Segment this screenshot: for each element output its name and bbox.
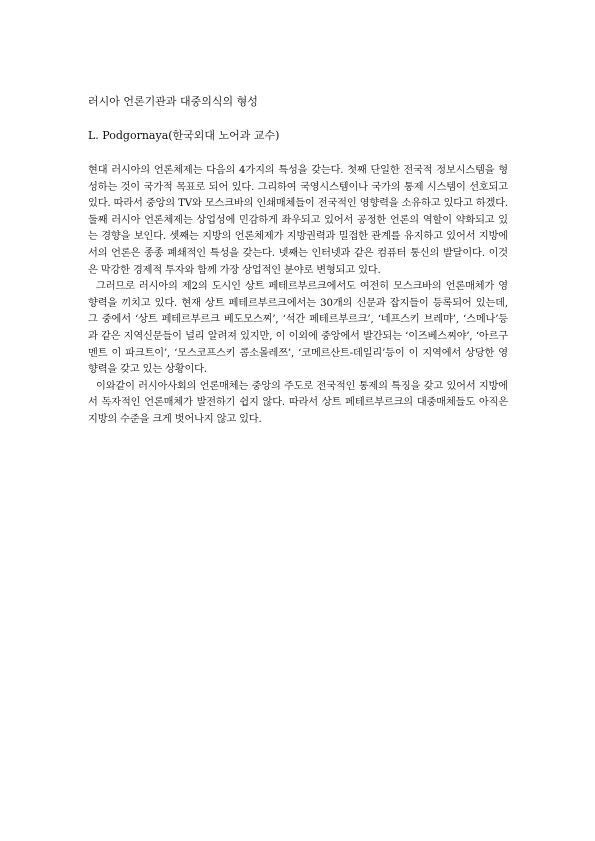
paragraph-2: 그러므로 러시아의 제2의 도시인 상트 페테르부르크에서도 여전히 모스크바의 언론매체가 영향력을 끼치고 있다. 현재 상트 페테르부르크에서는 30개의 신문과 잡지들이 등록되어 있는데, 그 중에서 ‘상트 페테르부르크 베도모스찌’, ‘석간 페테르부르크’, ‘네프스키 브레먀’, ‘스메나’등과 같은 지역신문들이 널리 알려져 있지만, 이 이외에 중앙에서 발간되는 ‘이즈베스찌야’, ‘아르구멘트 이 파크트이’, ‘모스코프스키 콤소몰레쯔’, ‘코메르산트-데일리’등이 이 지역에서 상당한 영향력을 갖고 있는 상황이다. [88,281,508,376]
paragraph-1: 현대 러시아의 언론체제는 다음의 4가지의 특성을 갖는다. 첫째 단일한 전국적 정보시스템을 형성하는 것이 국가적 목표로 되어 있다. 그리하여 국영시스템이나 국가의 통제 시스템이 선호되고 있다. 따라서 중앙의 TV와 모스크바의 인쇄매체들이 전국적인 영향력을 소유하고 있다고 하겠다. 둘째 러시아 언론체제는 상업성에 민감하게 좌우되고 있어서 공정한 언론의 역할이 약화되고 있는 경향을 보인다. 셋째는 지방의 언론체제가 지방권력과 밀접한 관계를 유지하고 있어서 지방에서의 언론은 종종 폐쇄적인 특성을 갖는다. 넷째는 인터넷과 같은 컴퓨터 통신의 발달이다. 이것은 막강한 경제적 투자와 함께 가장 상업적인 분야로 변형되고 있다. [88,165,508,276]
paragraph-3: 이와같이 러시아사회의 언론매체는 중앙의 주도로 전국적인 통제의 특징을 갖고 있어서 지방에서 독자적인 언론매체가 발전하기 쉽지 않다. 따라서 상트 페테르부르크의 대중매체들도 아직은 지방의 수준을 크게 벗어나지 않고 있다. [88,380,508,425]
document-body [88,94,508,429]
author-line: L. Podgornaya(한국외대 노어과 교수) [88,129,280,142]
document-title: 러시아 언론기관과 대중의식의 형성 [88,95,258,108]
